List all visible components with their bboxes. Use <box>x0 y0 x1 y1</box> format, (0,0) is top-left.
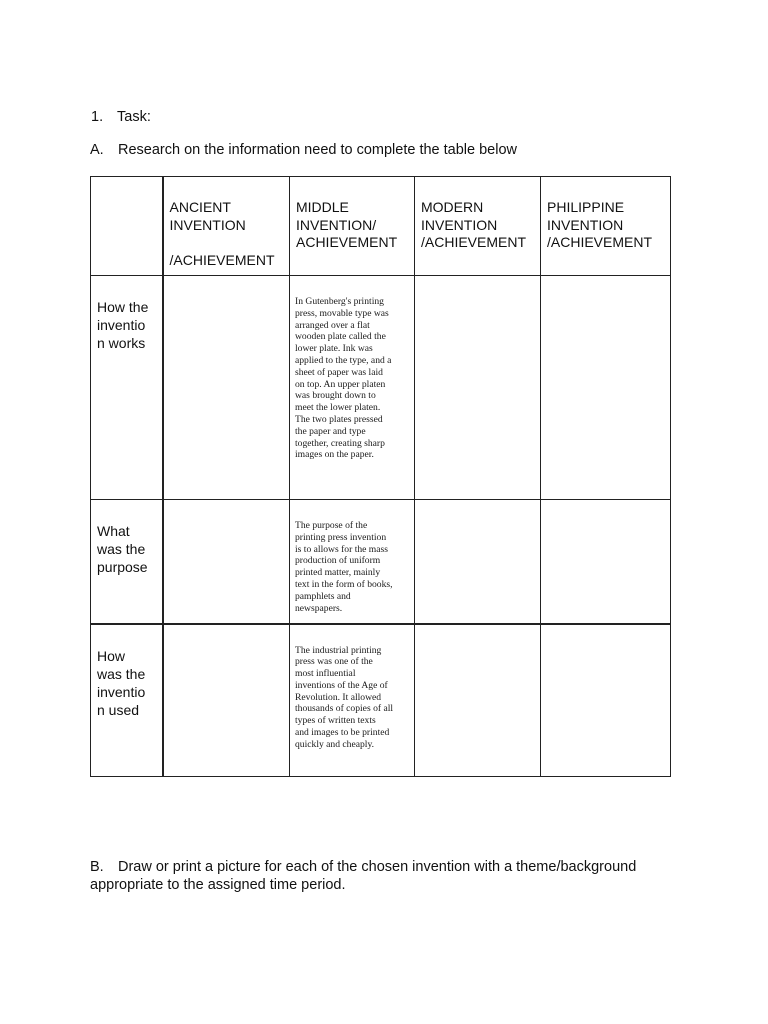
header-philippine <box>541 177 671 276</box>
row-label-how-it-works: How the inventio n works <box>97 299 149 351</box>
task-heading <box>91 109 151 125</box>
row-label-how-used: How was the inventio n used <box>97 647 146 718</box>
cell-middle-purpose: The purpose of the printing press invention is to allows for the mass production of uniform printed matter, mainly text in the form of books, pamphlets and newspapers. <box>295 520 393 614</box>
cell-middle-how-it-works: In Gutenberg's printing press, movable type was arranged over a flat wooden plate called the lower plate. Ink was applied to the type, and a sheet of paper was laid on top. An upper platen was brought down to meet the lower platen. The two plates pressed the paper and type together, creating sharp images on the paper. <box>295 296 392 461</box>
instruction-b-text: Draw or print a picture for each of the chosen invention with a theme/background appropriate to the assigned time period. <box>90 859 637 893</box>
task-label: Task: <box>117 109 151 125</box>
cell-philippine-empty <box>541 624 671 777</box>
header-middle <box>290 177 415 276</box>
header-corner-cell <box>91 177 163 276</box>
cell-philippine-empty <box>541 276 671 500</box>
cell-ancient-empty <box>163 500 290 624</box>
table-row-purpose <box>91 500 671 624</box>
cell-modern-empty <box>415 276 541 500</box>
cell-philippine-empty <box>541 500 671 624</box>
instruction-a-letter: A. <box>90 142 104 158</box>
cell-middle-how-used: The industrial printing press was one of the most influential inventions of the Age of Revolution. It allowed thousands of copies of all types of written texts and images to be printed quickly and cheaply. <box>295 644 394 750</box>
cell-modern-empty <box>415 624 541 777</box>
cell-modern-empty <box>415 500 541 624</box>
cell-middle <box>290 500 415 624</box>
instruction-b <box>90 858 690 894</box>
cell-middle <box>290 276 415 500</box>
cell-middle <box>290 624 415 777</box>
header-modern <box>415 177 541 276</box>
instruction-a <box>90 142 517 158</box>
cell-ancient-empty <box>163 276 290 500</box>
table-header-row <box>91 177 671 276</box>
instruction-b-letter: B. <box>90 859 104 875</box>
task-number: 1. <box>91 109 104 125</box>
header-philippine-label: PHILIPPINE INVENTION /ACHIEVEMENT <box>547 199 653 250</box>
header-middle-label: MIDDLE INVENTION/ ACHIEVEMENT <box>296 199 398 250</box>
invention-table <box>90 176 671 777</box>
header-ancient <box>163 177 290 276</box>
row-label-cell <box>91 624 163 777</box>
table-row-how-used <box>91 624 671 777</box>
header-ancient-label: ANCIENT INVENTION /ACHIEVEMENT <box>169 199 275 268</box>
row-label-cell <box>91 500 163 624</box>
cell-ancient-empty <box>163 624 290 777</box>
instruction-a-text: Research on the information need to complete the table below <box>118 142 517 158</box>
row-label-cell <box>91 276 163 500</box>
table-row-how-it-works <box>91 276 671 500</box>
row-label-purpose: What was the purpose <box>97 523 148 575</box>
header-modern-label: MODERN INVENTION /ACHIEVEMENT <box>421 199 527 250</box>
